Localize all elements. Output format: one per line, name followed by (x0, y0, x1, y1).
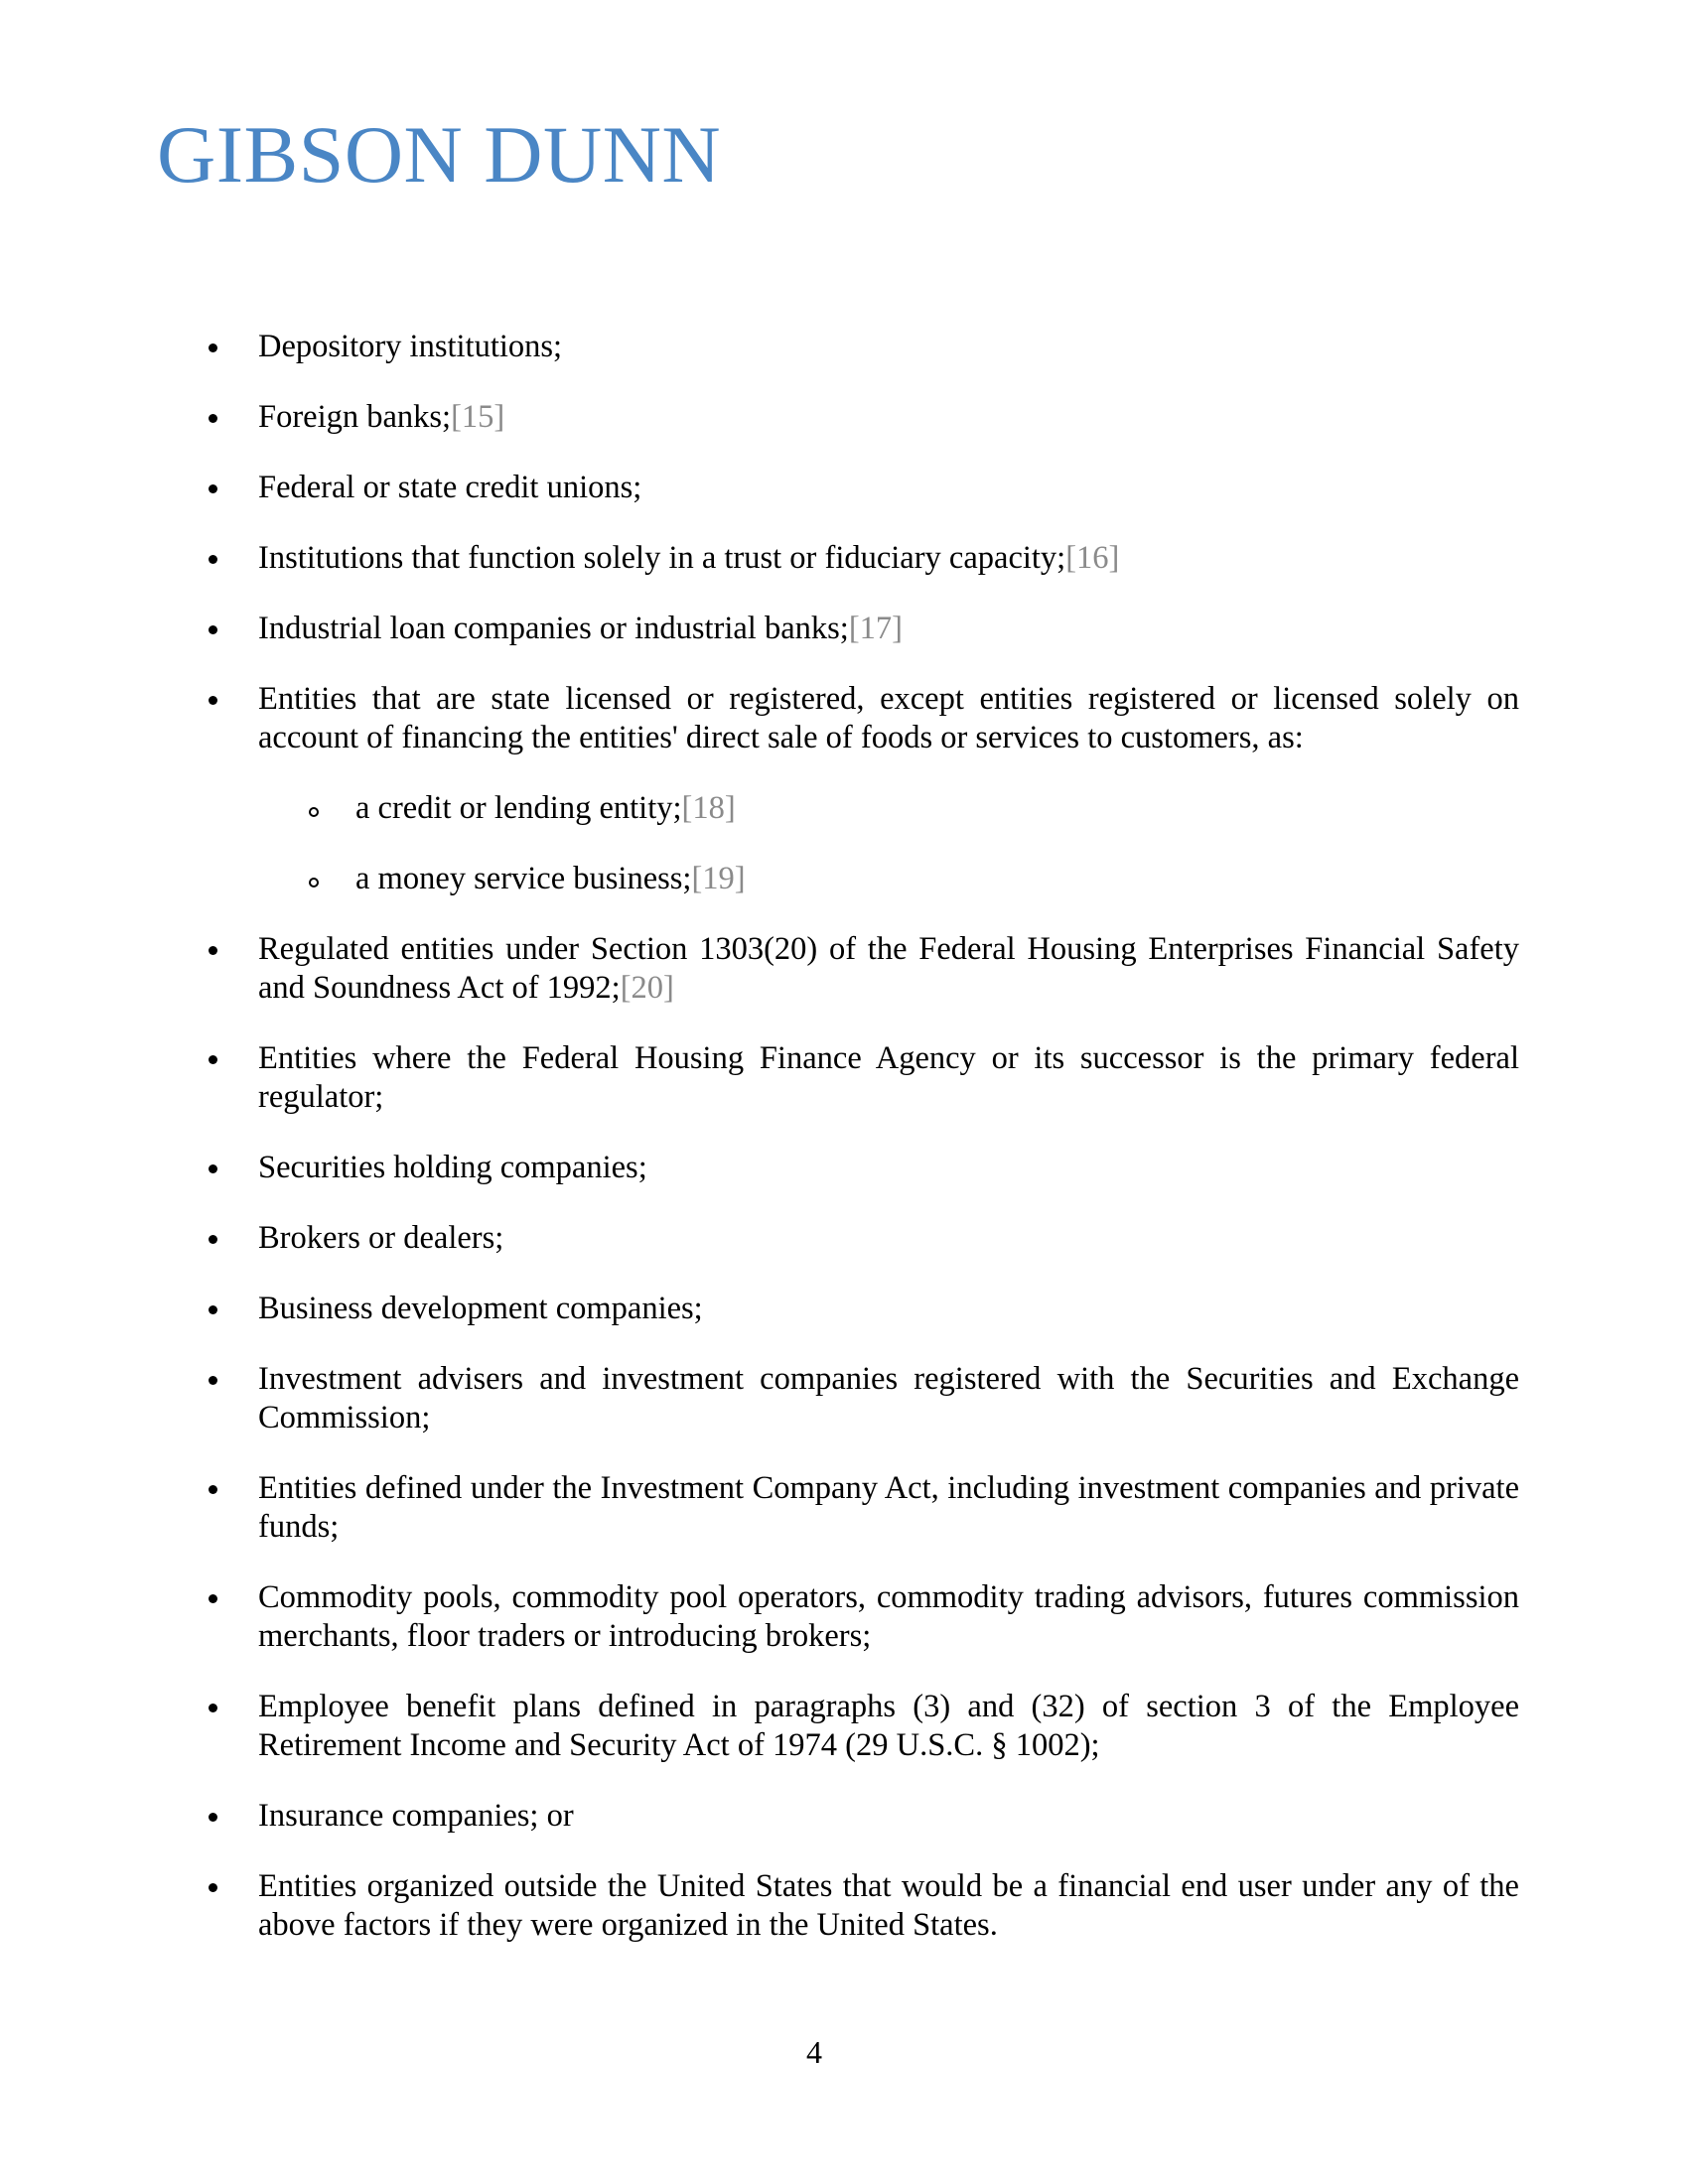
list-item (258, 1039, 1519, 1117)
list-item (258, 1797, 1519, 1836)
hollow-bullet-icon (309, 878, 319, 887)
list-item (258, 1290, 1519, 1328)
bullet-icon (209, 696, 217, 705)
list-item-text: Business development companies; (258, 1291, 703, 1326)
list-item-text: Entities defined under the Investment Company Act, including investment companies and private funds; (258, 1470, 1519, 1545)
bullet-icon (209, 1485, 217, 1494)
footnote-link[interactable]: [18] (681, 790, 736, 826)
firm-logo: GIBSON DUNN (157, 109, 722, 200)
list-item-text: Industrial loan companies or industrial banks; (258, 611, 849, 646)
list-item-text: Depository institutions; (258, 329, 563, 364)
list-item (258, 1219, 1519, 1258)
list-item (258, 680, 1519, 757)
footnote-link[interactable]: [16] (1065, 540, 1120, 576)
bullet-icon (209, 1813, 217, 1822)
bullet-icon (209, 1235, 217, 1244)
bullet-icon (209, 1704, 217, 1712)
list-item-text: Investment advisers and investment companies registered with the Securities and Exchange Commission; (258, 1361, 1519, 1435)
sub-list-item (355, 789, 1519, 828)
list-item-text: a money service business; (355, 861, 692, 896)
list-item-text: Entities where the Federal Housing Finance Agency or its successor is the primary federal regulator; (258, 1040, 1519, 1115)
page-number: 4 (806, 2034, 822, 2070)
list-item-text: Employee benefit plans defined in paragraphs (3) and (32) of section 3 of the Employee Retirement Income and Security Act of 1974 (29 U.S.C. § 1002); (258, 1689, 1519, 1763)
list-item-text: Insurance companies; or (258, 1798, 574, 1834)
list-item-text: Regulated entities under Section 1303(20) of the Federal Housing Enterprises Financial Safety and Soundness Act of 1992; (258, 931, 1519, 1006)
list-item (258, 469, 1519, 507)
list-item (258, 1469, 1519, 1547)
footnote-link[interactable]: [20] (620, 970, 674, 1006)
footnote-link[interactable]: [19] (691, 861, 746, 896)
list-item (258, 1149, 1519, 1187)
list-item (258, 539, 1519, 578)
list-item (258, 1578, 1519, 1656)
list-item-text: Securities holding companies; (258, 1150, 647, 1185)
list-item-text: Entities that are state licensed or registered, except entities registered or licensed solely on account of financing the entities' direct sale of foods or services to customers, as: (258, 681, 1519, 755)
list-item (258, 1688, 1519, 1765)
bullet-icon (209, 1055, 217, 1064)
bullet-icon (209, 343, 217, 352)
list-item-text: Brokers or dealers; (258, 1220, 504, 1256)
list-item (258, 1867, 1519, 1945)
list-item-text: Federal or state credit unions; (258, 470, 642, 505)
bullet-icon (209, 1883, 217, 1892)
list-item-text: Foreign banks; (258, 399, 452, 435)
bullet-icon (209, 1376, 217, 1385)
bullet-icon (209, 555, 217, 564)
bullet-icon (209, 1594, 217, 1603)
list-item (258, 328, 1519, 366)
bullet-icon (209, 946, 217, 955)
bullet-icon (209, 484, 217, 493)
list-item (258, 930, 1519, 1008)
hollow-bullet-icon (309, 807, 319, 817)
list-item-text: Commodity pools, commodity pool operators, commodity trading advisors, futures commission merchants, floor traders or introducing brokers; (258, 1579, 1519, 1654)
bullet-icon (209, 1164, 217, 1173)
footnote-link[interactable]: [15] (451, 399, 505, 435)
bullet-icon (209, 625, 217, 634)
bullet-icon (209, 1305, 217, 1314)
entity-list (0, 328, 1688, 1977)
footnote-link[interactable]: [17] (848, 611, 903, 646)
list-item-text: Institutions that function solely in a trust or fiduciary capacity; (258, 540, 1066, 576)
list-item (258, 1360, 1519, 1437)
list-item (258, 398, 1519, 437)
list-item-text: a credit or lending entity; (355, 790, 682, 826)
list-item-text: Entities organized outside the United States that would be a financial end user under any of the above factors if they were organized in the United States. (258, 1868, 1519, 1943)
bullet-icon (209, 414, 217, 423)
list-item (258, 610, 1519, 648)
sub-list-item (355, 860, 1519, 898)
